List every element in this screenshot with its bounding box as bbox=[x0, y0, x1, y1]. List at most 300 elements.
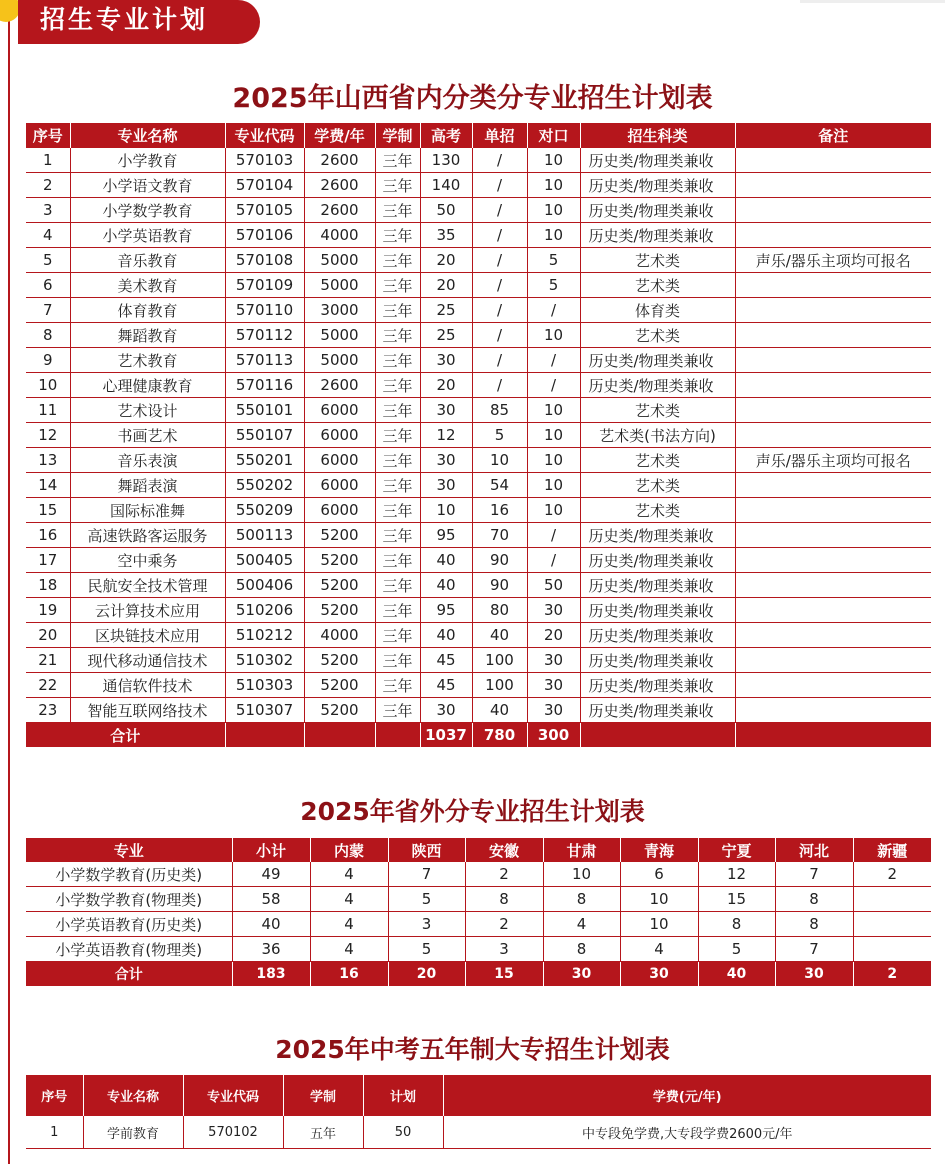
table-cell: / bbox=[472, 373, 527, 398]
table-cell: 5200 bbox=[304, 698, 375, 723]
table-cell bbox=[735, 398, 931, 423]
table-cell: 5 bbox=[472, 423, 527, 448]
total-row bbox=[26, 723, 931, 748]
table-cell: 历史类/物理类兼收 bbox=[580, 623, 735, 648]
table-cell: 历史类/物理类兼收 bbox=[580, 698, 735, 723]
table-cell: 15 bbox=[698, 887, 775, 912]
table-cell bbox=[735, 423, 931, 448]
table-cell: 4 bbox=[543, 912, 620, 937]
table-cell: 5000 bbox=[304, 273, 375, 298]
table-cell bbox=[735, 623, 931, 648]
table-cell: 500406 bbox=[225, 573, 304, 598]
table-cell: 三年 bbox=[375, 273, 420, 298]
total-duikou: 300 bbox=[527, 723, 580, 748]
table-cell: 三年 bbox=[375, 698, 420, 723]
table-cell: 三年 bbox=[375, 323, 420, 348]
table-cell: 5200 bbox=[304, 523, 375, 548]
header-cell: 专业代码 bbox=[183, 1075, 283, 1116]
table-cell: 550202 bbox=[225, 473, 304, 498]
table-cell: 学前教育 bbox=[83, 1116, 183, 1149]
table-cell: 2 bbox=[853, 862, 931, 887]
header-cell: 专业 bbox=[26, 838, 232, 862]
table-cell: 16 bbox=[26, 523, 70, 548]
table-cell: 30 bbox=[420, 473, 472, 498]
table-cell: 21 bbox=[26, 648, 70, 673]
shanxi-plan-table bbox=[26, 123, 931, 747]
table3-title: 2025年中考五年制大专招生计划表 bbox=[275, 1035, 670, 1064]
table-cell: 10 bbox=[527, 498, 580, 523]
table-cell: 智能互联网络技术 bbox=[70, 698, 225, 723]
table-cell: 5 bbox=[527, 273, 580, 298]
table-cell: 三年 bbox=[375, 673, 420, 698]
table-cell: 体育教育 bbox=[70, 298, 225, 323]
table-cell: 6000 bbox=[304, 448, 375, 473]
total-cell: 16 bbox=[310, 962, 388, 987]
table-cell: 历史类/物理类兼收 bbox=[580, 148, 735, 173]
table-cell: 小学数学教育(物理类) bbox=[26, 887, 232, 912]
header-cell: 内蒙 bbox=[310, 838, 388, 862]
table-cell: 40 bbox=[472, 623, 527, 648]
table-cell: 80 bbox=[472, 598, 527, 623]
table-cell: 中专段免学费,大专段学费2600元/年 bbox=[443, 1116, 931, 1149]
table-cell: 三年 bbox=[375, 198, 420, 223]
table-cell: 5 bbox=[527, 248, 580, 273]
total-cell: 20 bbox=[388, 962, 465, 987]
table-cell: 36 bbox=[232, 937, 310, 962]
table-cell: 1 bbox=[26, 148, 70, 173]
table-cell: 5200 bbox=[304, 648, 375, 673]
table-cell: 空中乘务 bbox=[70, 548, 225, 573]
table-cell: 10 bbox=[527, 423, 580, 448]
table-row bbox=[26, 473, 931, 498]
table-cell: 艺术类 bbox=[580, 273, 735, 298]
table-cell: 2600 bbox=[304, 173, 375, 198]
table-cell: 58 bbox=[232, 887, 310, 912]
table-cell: 18 bbox=[26, 573, 70, 598]
table-cell: 23 bbox=[26, 698, 70, 723]
table-cell: 5200 bbox=[304, 598, 375, 623]
table-cell: 10 bbox=[527, 223, 580, 248]
table-cell bbox=[735, 148, 931, 173]
header-cell: 新疆 bbox=[853, 838, 931, 862]
table-cell: 85 bbox=[472, 398, 527, 423]
table-cell: 7 bbox=[775, 937, 853, 962]
five-year-table bbox=[26, 1075, 931, 1149]
table-cell: 4 bbox=[620, 937, 698, 962]
total-cell: 2 bbox=[853, 962, 931, 987]
total-cell: 40 bbox=[698, 962, 775, 987]
table-cell: 小学教育 bbox=[70, 148, 225, 173]
table-cell: 95 bbox=[420, 598, 472, 623]
table-cell: 6 bbox=[620, 862, 698, 887]
table-cell: 12 bbox=[420, 423, 472, 448]
table-cell: 4000 bbox=[304, 623, 375, 648]
table-cell: 90 bbox=[472, 548, 527, 573]
table-cell: 7 bbox=[775, 862, 853, 887]
table-cell: 500405 bbox=[225, 548, 304, 573]
table-cell: 10 bbox=[543, 862, 620, 887]
table-row bbox=[26, 698, 931, 723]
total-row bbox=[26, 962, 931, 987]
table-cell: 30 bbox=[420, 348, 472, 373]
table-cell: 10 bbox=[26, 373, 70, 398]
table-cell: 8 bbox=[543, 887, 620, 912]
table-cell: 570105 bbox=[225, 198, 304, 223]
total-cell: 30 bbox=[543, 962, 620, 987]
table-cell: 5 bbox=[26, 248, 70, 273]
table-cell: 三年 bbox=[375, 523, 420, 548]
table-cell: 7 bbox=[26, 298, 70, 323]
table-cell bbox=[735, 698, 931, 723]
bullet-dot bbox=[0, 0, 20, 22]
table-cell: 550201 bbox=[225, 448, 304, 473]
table-cell: 艺术类 bbox=[580, 323, 735, 348]
table-cell: 40 bbox=[420, 548, 472, 573]
table-row bbox=[26, 323, 931, 348]
table-cell: 历史类/物理类兼收 bbox=[580, 223, 735, 248]
header-cell: 学制 bbox=[283, 1075, 363, 1116]
table-cell bbox=[735, 223, 931, 248]
table-cell bbox=[853, 937, 931, 962]
total-empty bbox=[375, 723, 420, 748]
table-cell: 通信软件技术 bbox=[70, 673, 225, 698]
table-cell: / bbox=[472, 273, 527, 298]
table-cell: 50 bbox=[420, 198, 472, 223]
table-cell: 570113 bbox=[225, 348, 304, 373]
header-cell: 学费(元/年) bbox=[443, 1075, 931, 1116]
table-cell: 6000 bbox=[304, 498, 375, 523]
table-cell bbox=[735, 273, 931, 298]
table-cell: 45 bbox=[420, 673, 472, 698]
total-empty bbox=[735, 723, 931, 748]
table-cell: 历史类/物理类兼收 bbox=[580, 648, 735, 673]
table-cell: 云计算技术应用 bbox=[70, 598, 225, 623]
table-cell: 4000 bbox=[304, 223, 375, 248]
table-row bbox=[26, 623, 931, 648]
table-cell: 小学数学教育(历史类) bbox=[26, 862, 232, 887]
header-cell: 青海 bbox=[620, 838, 698, 862]
table-cell: 4 bbox=[310, 937, 388, 962]
table-cell bbox=[735, 373, 931, 398]
table-cell: 4 bbox=[310, 887, 388, 912]
header-cell: 安徽 bbox=[465, 838, 543, 862]
table-cell: 70 bbox=[472, 523, 527, 548]
table-cell: 570110 bbox=[225, 298, 304, 323]
table-cell: 550209 bbox=[225, 498, 304, 523]
header-cell: 小计 bbox=[232, 838, 310, 862]
table-cell: 510307 bbox=[225, 698, 304, 723]
header-cell: 高考 bbox=[420, 123, 472, 148]
table-row bbox=[26, 248, 931, 273]
table-cell: 历史类/物理类兼收 bbox=[580, 598, 735, 623]
table-cell: 三年 bbox=[375, 348, 420, 373]
table-cell: 艺术类 bbox=[580, 473, 735, 498]
table-cell: 民航安全技术管理 bbox=[70, 573, 225, 598]
total-cell: 合计 bbox=[26, 962, 232, 987]
table-cell: 三年 bbox=[375, 623, 420, 648]
table-cell: 国际标准舞 bbox=[70, 498, 225, 523]
table-cell: 4 bbox=[310, 912, 388, 937]
table-row bbox=[26, 273, 931, 298]
table-cell: 570109 bbox=[225, 273, 304, 298]
total-cell: 30 bbox=[775, 962, 853, 987]
table-cell: 3 bbox=[26, 198, 70, 223]
table-cell: 三年 bbox=[375, 448, 420, 473]
table-cell: 8 bbox=[698, 912, 775, 937]
table-cell: 10 bbox=[620, 912, 698, 937]
table-cell: 声乐/器乐主项均可报名 bbox=[735, 248, 931, 273]
top-divider bbox=[800, 0, 945, 3]
table-cell: 三年 bbox=[375, 173, 420, 198]
table-cell: 小学英语教育(物理类) bbox=[26, 937, 232, 962]
table-cell: 小学数学教育 bbox=[70, 198, 225, 223]
table-cell: 550101 bbox=[225, 398, 304, 423]
header-cell: 序号 bbox=[26, 1075, 83, 1116]
table-row bbox=[26, 862, 931, 887]
table-cell: 8 bbox=[543, 937, 620, 962]
table-cell: / bbox=[472, 198, 527, 223]
table-cell: 570116 bbox=[225, 373, 304, 398]
header-cell: 宁夏 bbox=[698, 838, 775, 862]
table-cell: 艺术类(书法方向) bbox=[580, 423, 735, 448]
table-cell bbox=[735, 323, 931, 348]
table-cell: 艺术设计 bbox=[70, 398, 225, 423]
table-cell: 三年 bbox=[375, 548, 420, 573]
table-cell bbox=[735, 348, 931, 373]
table-cell: 100 bbox=[472, 648, 527, 673]
table-row bbox=[26, 198, 931, 223]
table-cell: 三年 bbox=[375, 398, 420, 423]
table-cell: 20 bbox=[420, 273, 472, 298]
table-cell: 五年 bbox=[283, 1116, 363, 1149]
table-cell bbox=[853, 887, 931, 912]
table-cell: 5 bbox=[698, 937, 775, 962]
total-cell: 15 bbox=[465, 962, 543, 987]
table-cell: 4 bbox=[26, 223, 70, 248]
table-cell: / bbox=[527, 548, 580, 573]
table-cell: 130 bbox=[420, 148, 472, 173]
table-cell bbox=[735, 523, 931, 548]
table-cell: 现代移动通信技术 bbox=[70, 648, 225, 673]
table-cell: 10 bbox=[527, 473, 580, 498]
table-cell: 三年 bbox=[375, 298, 420, 323]
table-cell: / bbox=[527, 298, 580, 323]
total-label: 合计 bbox=[26, 723, 225, 748]
table-cell: 艺术教育 bbox=[70, 348, 225, 373]
table-cell: 10 bbox=[527, 398, 580, 423]
table-cell: 20 bbox=[527, 623, 580, 648]
table-cell: 40 bbox=[420, 573, 472, 598]
table-cell: 2 bbox=[465, 862, 543, 887]
total-empty bbox=[225, 723, 304, 748]
table-cell bbox=[735, 198, 931, 223]
table-cell: 三年 bbox=[375, 248, 420, 273]
table-cell: 6000 bbox=[304, 398, 375, 423]
table-cell: 54 bbox=[472, 473, 527, 498]
table-cell bbox=[735, 648, 931, 673]
table-cell: 高速铁路客运服务 bbox=[70, 523, 225, 548]
table-cell: 11 bbox=[26, 398, 70, 423]
table-cell: 30 bbox=[527, 673, 580, 698]
table-cell: 声乐/器乐主项均可报名 bbox=[735, 448, 931, 473]
table-cell: 2600 bbox=[304, 198, 375, 223]
table-row bbox=[26, 673, 931, 698]
table-cell: 5200 bbox=[304, 573, 375, 598]
table-cell: 三年 bbox=[375, 473, 420, 498]
table-cell bbox=[735, 573, 931, 598]
table-cell: 历史类/物理类兼收 bbox=[580, 548, 735, 573]
table-cell: 5 bbox=[388, 937, 465, 962]
table-cell: 小学英语教育 bbox=[70, 223, 225, 248]
table-cell: 2 bbox=[465, 912, 543, 937]
table-row bbox=[26, 398, 931, 423]
table-cell: 历史类/物理类兼收 bbox=[580, 198, 735, 223]
total-gaokao: 1037 bbox=[420, 723, 472, 748]
total-cell: 30 bbox=[620, 962, 698, 987]
header-cell: 河北 bbox=[775, 838, 853, 862]
table-cell: 10 bbox=[527, 448, 580, 473]
total-empty bbox=[580, 723, 735, 748]
table-cell bbox=[735, 548, 931, 573]
header-cell: 对口 bbox=[527, 123, 580, 148]
header-cell: 陕西 bbox=[388, 838, 465, 862]
table-cell: 510206 bbox=[225, 598, 304, 623]
table-cell: 50 bbox=[527, 573, 580, 598]
table-cell: 6000 bbox=[304, 423, 375, 448]
table-cell: 艺术类 bbox=[580, 398, 735, 423]
total-danzhao: 780 bbox=[472, 723, 527, 748]
table-row bbox=[26, 148, 931, 173]
table-cell bbox=[853, 912, 931, 937]
table-row bbox=[26, 348, 931, 373]
table-cell: 8 bbox=[775, 887, 853, 912]
table-cell: 三年 bbox=[375, 573, 420, 598]
table-cell: 570108 bbox=[225, 248, 304, 273]
table-cell: / bbox=[472, 223, 527, 248]
table-cell: 22 bbox=[26, 673, 70, 698]
table-cell: 舞蹈表演 bbox=[70, 473, 225, 498]
table-cell: 10 bbox=[420, 498, 472, 523]
table-cell: 12 bbox=[26, 423, 70, 448]
table-cell: 15 bbox=[26, 498, 70, 523]
table-cell: 5000 bbox=[304, 323, 375, 348]
table-cell: 5 bbox=[388, 887, 465, 912]
table-cell: 三年 bbox=[375, 598, 420, 623]
table-cell: 1 bbox=[26, 1116, 83, 1149]
table-cell: 10 bbox=[527, 148, 580, 173]
table-cell: 95 bbox=[420, 523, 472, 548]
table-cell: 17 bbox=[26, 548, 70, 573]
table-cell: 40 bbox=[232, 912, 310, 937]
table-cell: 3000 bbox=[304, 298, 375, 323]
table-cell: 90 bbox=[472, 573, 527, 598]
header-cell: 专业名称 bbox=[70, 123, 225, 148]
table-cell: 10 bbox=[527, 173, 580, 198]
table-cell: 13 bbox=[26, 448, 70, 473]
header-cell: 计划 bbox=[363, 1075, 443, 1116]
table-cell: 140 bbox=[420, 173, 472, 198]
table-cell: 100 bbox=[472, 673, 527, 698]
table-cell: 5200 bbox=[304, 548, 375, 573]
table-row bbox=[26, 912, 931, 937]
table-cell: 570112 bbox=[225, 323, 304, 348]
table-cell: / bbox=[472, 148, 527, 173]
table-cell: 25 bbox=[420, 323, 472, 348]
table-cell: 书画艺术 bbox=[70, 423, 225, 448]
table-cell: 30 bbox=[527, 648, 580, 673]
table-cell: 40 bbox=[472, 698, 527, 723]
table-cell: 550107 bbox=[225, 423, 304, 448]
table-row bbox=[26, 598, 931, 623]
table-cell: 5000 bbox=[304, 348, 375, 373]
table-cell: 30 bbox=[420, 698, 472, 723]
table-cell: 570103 bbox=[225, 148, 304, 173]
table-cell: 艺术类 bbox=[580, 248, 735, 273]
table-cell: 7 bbox=[388, 862, 465, 887]
table-cell: 音乐教育 bbox=[70, 248, 225, 273]
table-cell: 小学语文教育 bbox=[70, 173, 225, 198]
table-cell: 小学英语教育(历史类) bbox=[26, 912, 232, 937]
table-row bbox=[26, 298, 931, 323]
table-cell: 30 bbox=[527, 598, 580, 623]
table-row bbox=[26, 223, 931, 248]
table-cell: 区块链技术应用 bbox=[70, 623, 225, 648]
table-cell bbox=[735, 498, 931, 523]
table-cell: 三年 bbox=[375, 223, 420, 248]
table-cell bbox=[735, 473, 931, 498]
table-cell: 历史类/物理类兼收 bbox=[580, 673, 735, 698]
table-cell: 3 bbox=[465, 937, 543, 962]
table-cell: 三年 bbox=[375, 423, 420, 448]
table-cell: 3 bbox=[388, 912, 465, 937]
table-cell: 2600 bbox=[304, 148, 375, 173]
table-cell: 40 bbox=[420, 623, 472, 648]
table-row bbox=[26, 573, 931, 598]
table-cell: 5200 bbox=[304, 673, 375, 698]
header-cell: 甘肃 bbox=[543, 838, 620, 862]
table-cell: 45 bbox=[420, 648, 472, 673]
table-cell: 20 bbox=[420, 373, 472, 398]
table-cell: / bbox=[472, 248, 527, 273]
table-cell: 6 bbox=[26, 273, 70, 298]
table-cell: 12 bbox=[698, 862, 775, 887]
table-cell: 体育类 bbox=[580, 298, 735, 323]
table-cell: 历史类/物理类兼收 bbox=[580, 373, 735, 398]
table-cell: 6000 bbox=[304, 473, 375, 498]
table-row bbox=[26, 498, 931, 523]
table-cell: / bbox=[472, 173, 527, 198]
table-row bbox=[26, 373, 931, 398]
section-rule bbox=[8, 14, 10, 1164]
table-cell: 2 bbox=[26, 173, 70, 198]
table-cell: / bbox=[527, 348, 580, 373]
table-cell: / bbox=[472, 348, 527, 373]
table-cell: 570106 bbox=[225, 223, 304, 248]
table-cell: 历史类/物理类兼收 bbox=[580, 348, 735, 373]
table-cell: 20 bbox=[26, 623, 70, 648]
table-cell: 8 bbox=[775, 912, 853, 937]
table-cell: 10 bbox=[472, 448, 527, 473]
header-cell: 专业代码 bbox=[225, 123, 304, 148]
table-cell: 14 bbox=[26, 473, 70, 498]
table-cell bbox=[735, 673, 931, 698]
table-cell: 50 bbox=[363, 1116, 443, 1149]
table-cell: 历史类/物理类兼收 bbox=[580, 173, 735, 198]
table-row bbox=[26, 937, 931, 962]
table-cell: 10 bbox=[527, 198, 580, 223]
total-cell: 183 bbox=[232, 962, 310, 987]
table-row bbox=[26, 523, 931, 548]
